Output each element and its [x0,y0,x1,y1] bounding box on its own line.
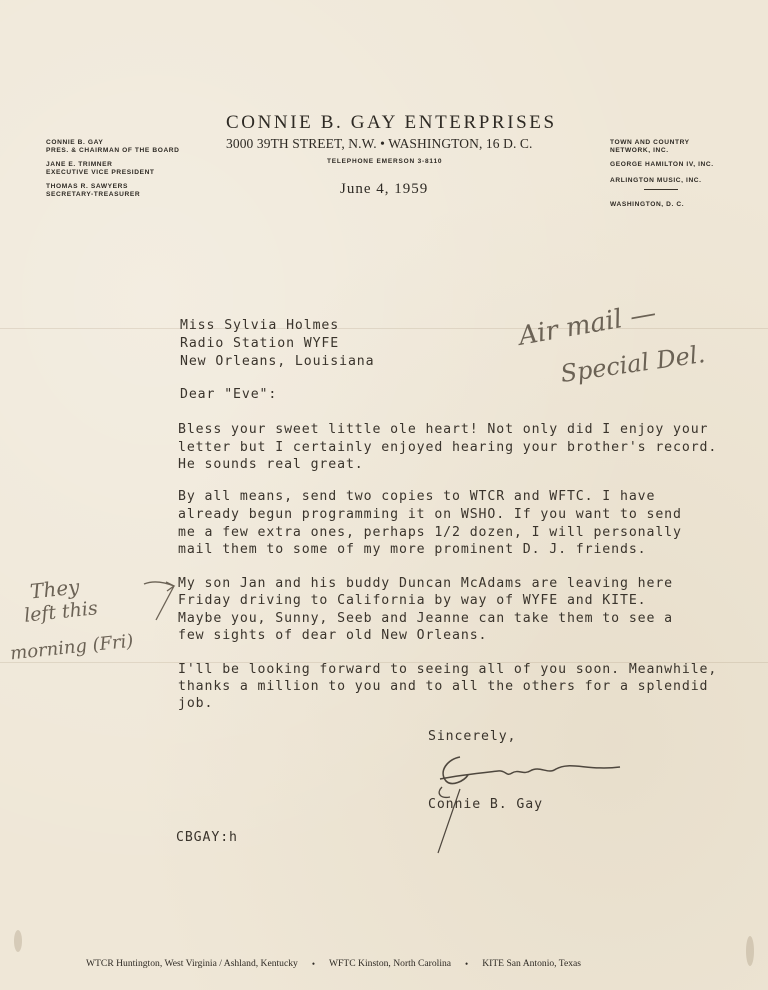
letter-date: June 4, 1959 [340,181,429,197]
footer-station: WTCR Huntington, West Virginia / Ashland, Kentucky [86,958,298,969]
footer-stations [86,958,706,969]
body-line: few sights of dear old New Orleans. [178,628,488,643]
footer-separator: • [311,958,315,969]
paper-stain [14,930,22,952]
affiliate-line: TOWN AND COUNTRY [610,139,690,146]
affiliate-line: WASHINGTON, D. C. [610,201,685,208]
recipient-org: Radio Station WYFE [180,336,340,351]
company-address: 3000 39TH STREET, N.W. • WASHINGTON, 16 D. C. [226,136,533,151]
affiliate-divider [644,189,678,190]
closing: Sincerely, [428,729,517,744]
handwritten-note-airmail: Air mail — [516,298,659,352]
body-line: already begun programming it on WSHO. If you want to send [178,507,682,522]
typist-initials: CBGAY:h [176,830,238,845]
officer-title: SECRETARY-TREASURER [46,191,141,198]
officer-name: THOMAS R. SAWYERS [46,183,129,190]
body-line: Friday driving to California by way of WYFE and KITE. [178,593,647,608]
officer-name: JANE E. TRIMNER [46,161,113,168]
company-telephone: TELEPHONE EMERSON 3-8110 [327,158,443,165]
officer-title: PRES. & CHAIRMAN OF THE BOARD [46,147,180,154]
handwritten-margin-note: They [28,574,81,604]
body-line: me a few extra ones, perhaps 1/2 dozen, I will personally [178,525,682,540]
body-line: letter but I certainly enjoyed hearing your brother's record. [178,440,718,455]
affiliate-line: GEORGE HAMILTON IV, INC. [610,161,714,168]
body-line: He sounds real great. [178,457,364,472]
body-line: Bless your sweet little ole heart! Not only did I enjoy your [178,422,709,437]
signer-name: Connie B. Gay [428,797,543,812]
handwritten-margin-note: left this [23,597,99,627]
footer-station: WFTC Kinston, North Carolina [329,958,452,969]
body-line: mail them to some of my more prominent D. J. friends. [178,542,647,557]
body-line: I'll be looking forward to seeing all of you soon. Meanwhile, [178,662,718,677]
handwritten-note-special-delivery: Special Del. [558,340,707,388]
footer-station: KITE San Antonio, Texas [482,958,582,969]
affiliate-line: NETWORK, INC. [610,147,669,154]
body-line: My son Jan and his buddy Duncan McAdams are leaving here [178,576,674,591]
footer-separator: • [465,958,469,969]
body-line: thanks a million to you and to all the others for a splendid [178,679,709,694]
officer-name: CONNIE B. GAY [46,139,104,146]
officer-title: EXECUTIVE VICE PRESIDENT [46,169,155,176]
handwritten-arrow-icon [140,576,180,626]
salutation: Dear "Eve": [180,387,278,402]
affiliate-line: ARLINGTON MUSIC, INC. [610,177,702,184]
body-line: Maybe you, Sunny, Seeb and Jeanne can take them to see a [178,611,674,626]
company-name: CONNIE B. GAY ENTERPRISES [226,112,557,133]
body-line: By all means, send two copies to WTCR and WFTC. I have [178,489,656,504]
body-line: job. [178,696,214,711]
recipient-city: New Orleans, Louisiana [180,354,375,369]
handwritten-margin-note: morning (Fri) [9,630,135,665]
paper-stain [746,936,754,966]
recipient-name: Miss Sylvia Holmes [180,318,340,333]
